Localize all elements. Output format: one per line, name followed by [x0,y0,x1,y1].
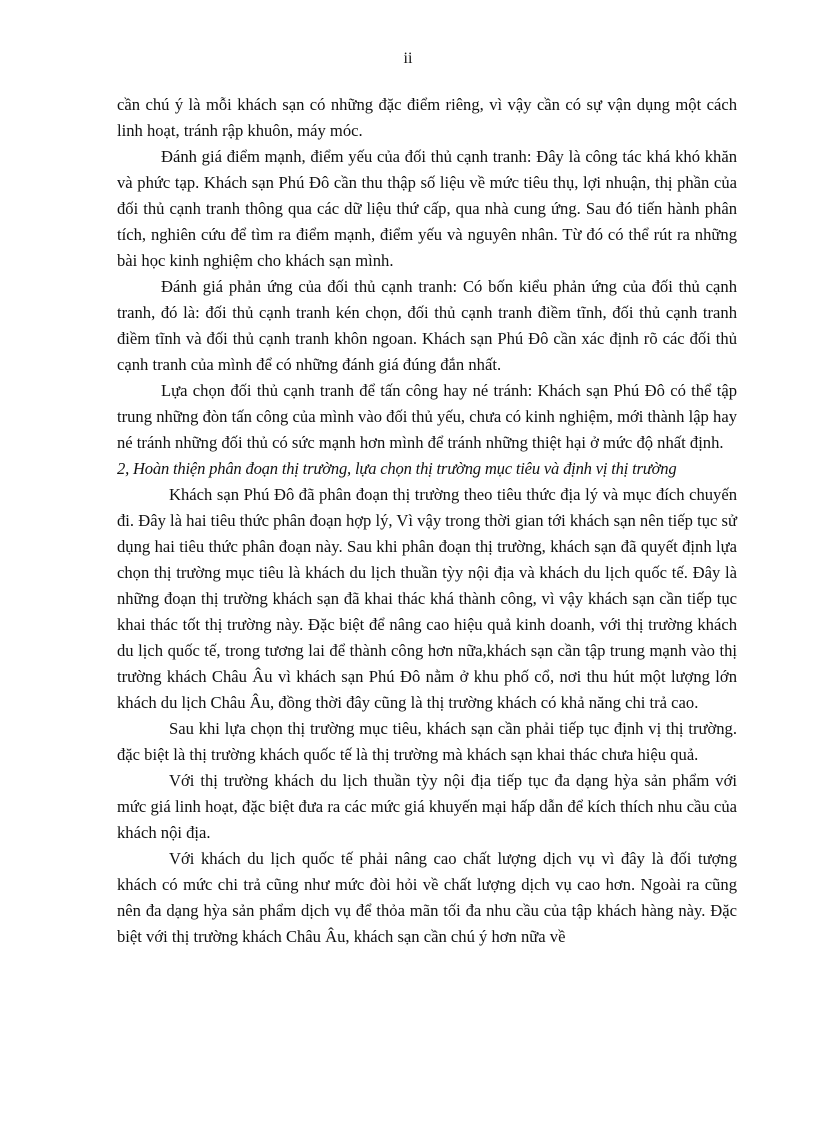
paragraph-1: cần chú ý là mỗi khách sạn có những đặc điểm riêng, vì vậy cần có sự vận dụng một cách linh hoạt, tránh rập khuôn, máy móc. [117,95,737,140]
page-number: ii [403,50,413,67]
document-body [117,92,737,950]
paragraph-3: Đánh giá phản ứng của đối thủ cạnh tranh: Có bốn kiểu phản ứng của đối thủ cạnh tranh, đó là: đối thủ cạnh tranh kén chọn, đối thủ cạnh tranh điềm tĩnh, đối thủ cạnh tranh điềm tĩnh và đối thủ cạnh tranh khôn ngoan. Khách sạn Phú Đô cần xác định rõ các đối thủ cạnh tranh của mình để có những đánh giá đúng đắn nhất. [117,277,737,374]
paragraph-7: Với thị trường khách du lịch thuần tỳy nội địa tiếp tục đa dạng hỳa sản phẩm với mức giá linh hoạt, đặc biệt đưa ra các mức giá khuyến mại hấp dẫn để kích thích nhu cầu của khách nội địa. [117,771,737,842]
paragraph-2: Đánh giá điểm mạnh, điểm yếu của đối thủ cạnh tranh: Đây là công tác khá khó khăn và phức tạp. Khách sạn Phú Đô cần thu thập số liệu về mức tiêu thụ, lợi nhuận, thị phần của đối thủ cạnh tranh thông qua các dữ liệu thứ cấp, qua nhà cung ứng. Sau đó tiến hành phân tích, nghiên cứu để tìm ra điểm mạnh, điểm yếu và nguyên nhân. Từ đó có thể rút ra những bài học kinh nghiệm cho khách sạn mình. [117,147,737,270]
paragraph-8: Với khách du lịch quốc tế phải nâng cao chất lượng dịch vụ vì đây là đối tượng khách có mức chi trả cũng như mức đòi hỏi về chất lượng dịch vụ cao hơn. Ngoài ra cũng nên đa dạng hỳa sản phẩm dịch vụ để thỏa mãn tối đa nhu cầu của tập khách hàng này. Đặc biệt với thị trường khách Châu Âu, khách sạn cần chú ý hơn nữa về [117,849,737,946]
section-heading: 2, Hoàn thiện phân đoạn thị trường, lựa chọn thị trường mục tiêu và định vị thị trường [117,459,677,478]
paragraph-4: Lựa chọn đối thủ cạnh tranh để tấn công hay né tránh: Khách sạn Phú Đô có thể tập trung những đòn tấn công của mình vào đối thủ yếu, chưa có kinh nghiệm, mới thành lập hay né tránh những đối thủ có sức mạnh hơn mình để tránh những thiệt hại ở mức độ nhất định. [117,381,737,452]
paragraph-6: Sau khi lựa chọn thị trường mục tiêu, khách sạn cần phải tiếp tục định vị thị trường. đặc biệt là thị trường khách quốc tế là thị trường mà khách sạn khai thác chưa hiệu quả. [117,719,737,764]
paragraph-5: Khách sạn Phú Đô đã phân đoạn thị trường theo tiêu thức địa lý và mục đích chuyến đi. Đây là hai tiêu thức phân đoạn hợp lý, Vì vậy trong thời gian tới khách sạn nên tiếp tục sử dụng hai tiêu thức phân đoạn này. Sau khi phân đoạn thị trường, khách sạn đã quyết định lựa chọn thị trường mục tiêu là khách du lịch thuần tỳy nội địa và khách du lịch quốc tế. Đây là những đoạn thị trường khách sạn đã khai thác khá thành công, vì vậy khách sạn cần tiếp tục khai thác tốt thị trường này. Đặc biệt để nâng cao hiệu quả kinh doanh, với thị trường khách du lịch quốc tế, trong tương lai để thành công hơn nữa,khách sạn cần tập trung mạnh vào thị trường khách Châu Âu vì khách sạn Phú Đô nằm ở khu phố cổ, nơi thu hút một lượng lớn khách du lịch Châu Âu, đồng thời đây cũng là thị trường khách có khả năng chi trả cao. [117,485,737,712]
